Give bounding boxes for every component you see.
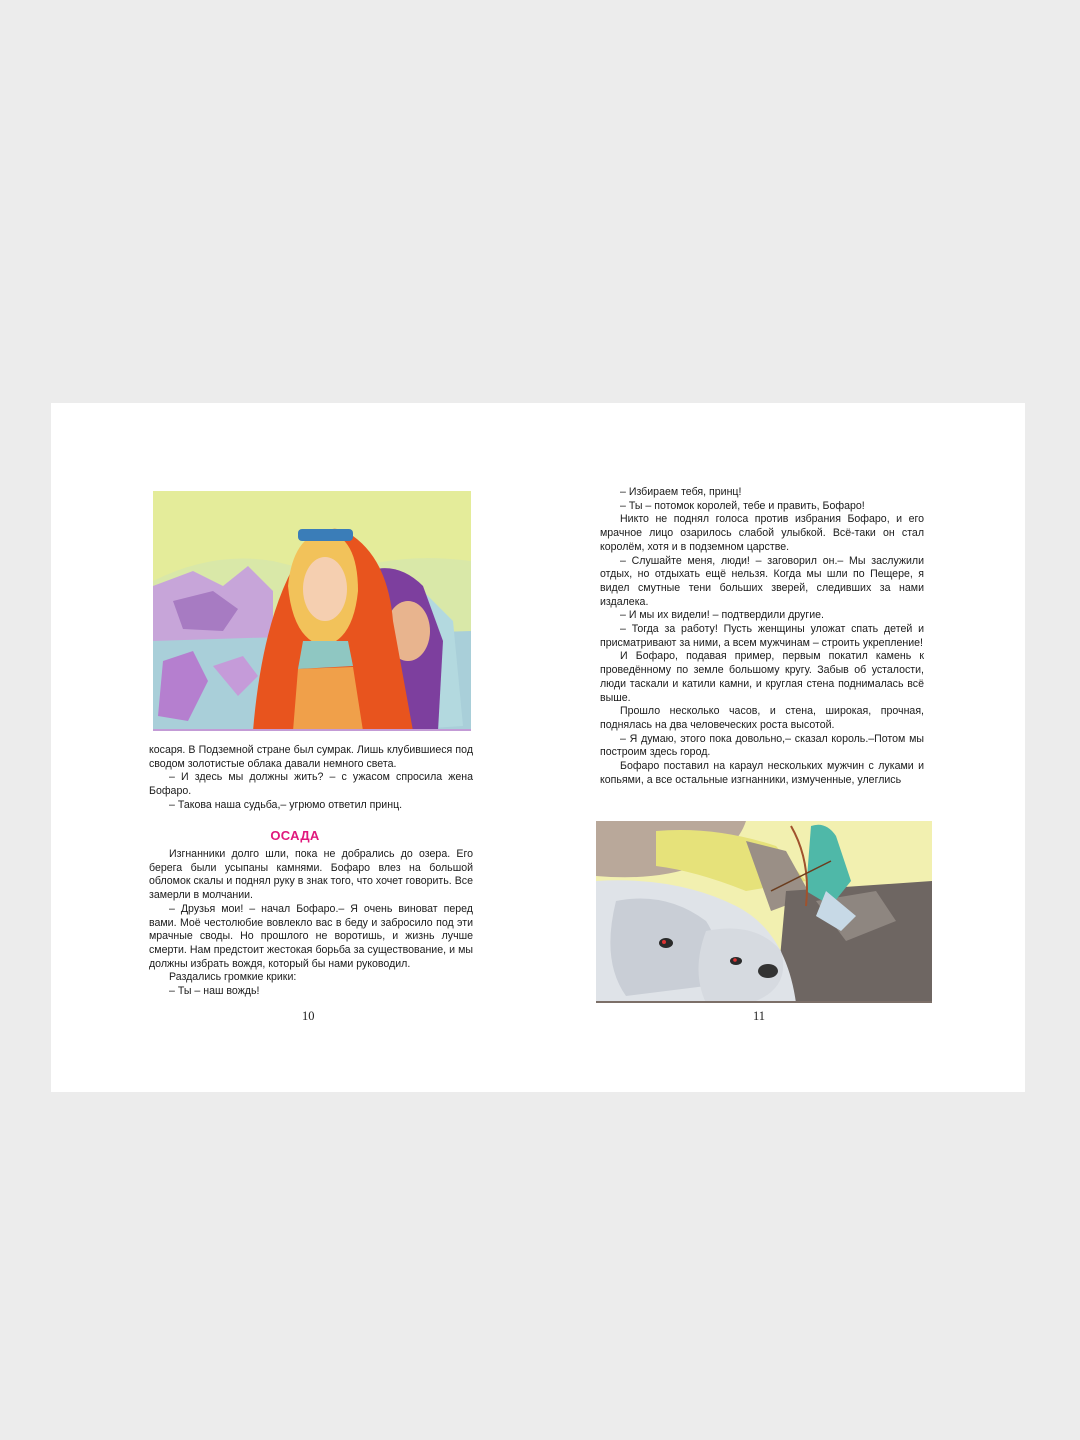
paragraph: – Ты – наш вождь! <box>169 985 260 998</box>
paragraph: И Бофаро, подавая пример, первым покатил камень к проведённому по земле большому кругу. Забыв об усталости, люди таскали и катили камни, и круглая стена поднималась всё выше. <box>600 650 924 704</box>
left-text-bottom <box>149 848 473 999</box>
paragraph: – Друзья мои! – начал Бофаро.– Я очень виноват перед вами. Моё честолюбие вовлекло вас в беду и забросило под эти мрачные своды. Но прошлого не воротишь, и жизнь лучше смерти. Нам предстоит жестокая борьба за существование, и мы должны избрать вождя, который бы нами руководил. <box>149 902 473 970</box>
paragraph: Бофаро поставил на караул нескольких мужчин с луками и копьями, а все остальные изгнанники, измученные, улеглись <box>600 760 924 786</box>
paragraph: – Слушайте меня, люди! – заговорил он.– Мы заслужили отдых, но отдыхать ещё нельзя. Когда мы шли по Пещере, я видел смутные тени больших зверей, следивших за нами издалека. <box>600 554 924 608</box>
paragraph: – И здесь мы должны жить? – с ужасом спросила жена Бофаро. <box>149 771 473 798</box>
paragraph: – Ты – потомок королей, тебе и править, Бофаро! <box>620 499 865 512</box>
right-text <box>600 486 924 787</box>
right-page <box>538 403 1025 1092</box>
page-number-left: 10 <box>302 1009 315 1023</box>
book-spread <box>51 403 1025 1092</box>
paragraph: Прошло несколько часов, и стена, широкая, прочная, поднялась на два человеческих роста высотой. <box>600 705 924 731</box>
left-text-top <box>149 744 473 813</box>
paragraph: – Такова наша судьба,– угрюмо ответил принц. <box>169 798 403 811</box>
illustration-woman-in-red-cloak <box>153 491 471 731</box>
paragraph: – Избираем тебя, принц! <box>620 486 742 498</box>
paragraph: косаря. В Подземной стране был сумрак. Лишь клубившиеся под сводом золотистые облака давали немного света. <box>149 744 473 770</box>
paragraph: Раздались громкие крики: <box>169 971 297 984</box>
paragraph: Никто не поднял голоса против избрания Бофаро, и его мрачное лицо озарилось слабой улыбкой. Всё-таки он стал королём, хотя и в подземном царстве. <box>600 513 924 553</box>
chapter-heading: ОСАДА <box>270 828 320 843</box>
paragraph: Изгнанники долго шли, пока не добрались до озера. Его берега были усыпаны камнями. Бофаро влез на большой обломок скалы и поднял руку в знак того, что хочет говорить. Все замерли в молчании. <box>149 848 473 902</box>
paragraph: – Я думаю, этого пока довольно,– сказал король.–Потом мы построим здесь город. <box>600 732 924 759</box>
left-page <box>51 403 538 1092</box>
paragraph: – Тогда за работу! Пусть женщины уложат спать детей и присматривают за ними, а всем мужчинам – строить укрепление! <box>600 623 924 649</box>
paragraph: – И мы их видели! – подтвердили другие. <box>620 609 824 622</box>
page-number-right: 11 <box>753 1009 766 1023</box>
illustration-archer-and-bears <box>596 821 932 1003</box>
